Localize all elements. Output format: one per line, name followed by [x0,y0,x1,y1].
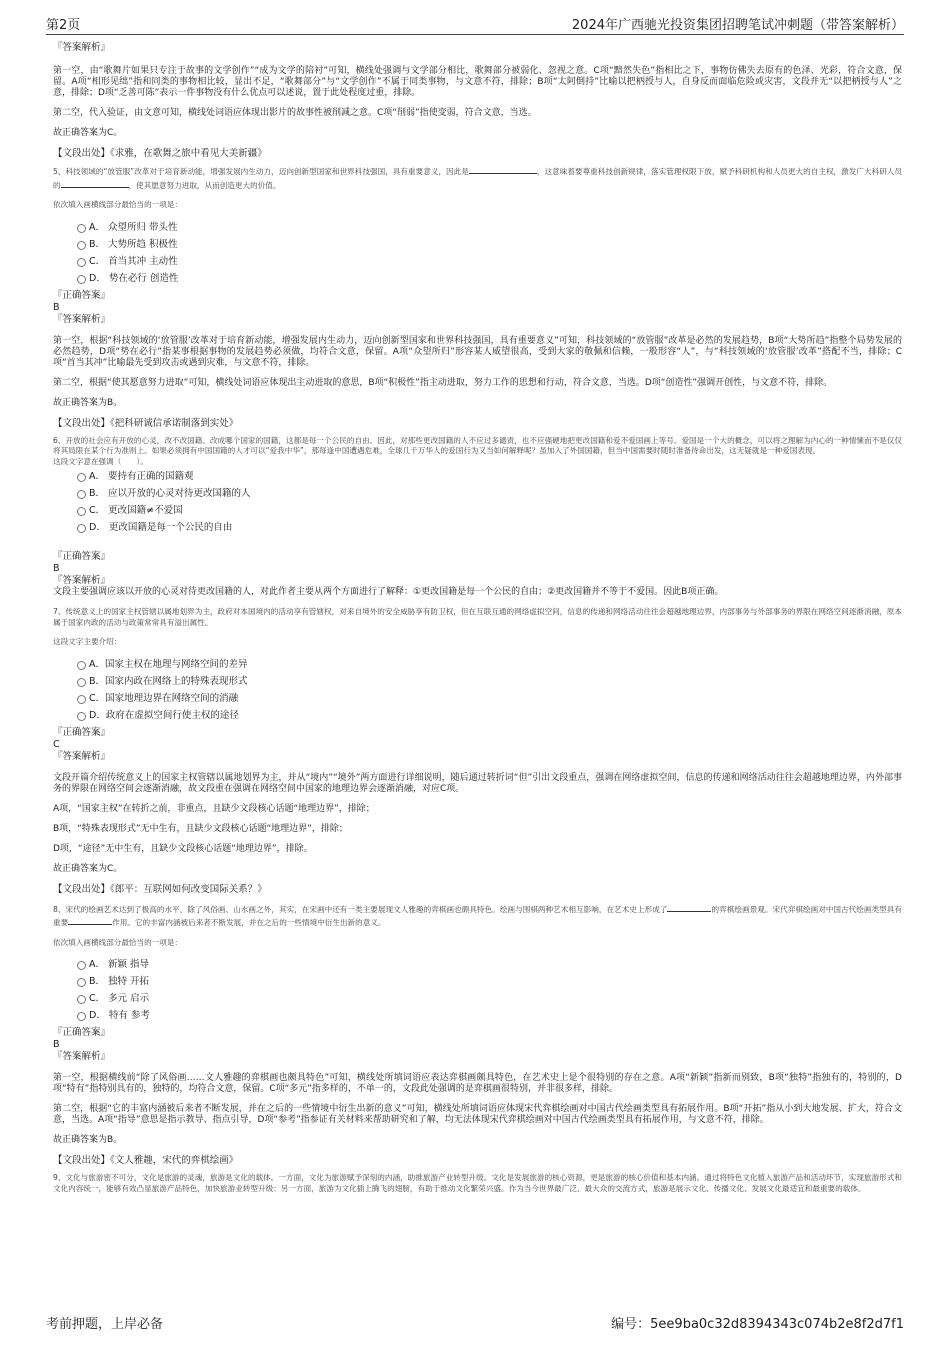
radio-icon[interactable] [77,978,86,987]
analysis-paragraph: 第一空，根据横线前“除了风俗画……文人雅趣的弈棋画也颇具特色”可知，横线处所填词语应表达弈棋画颇具特色，在艺术史上是个很特别的存在之意。A项“新颖”指新而别致，B项“独特”指独有的，特别的，D项“特有”指特别具有的，独特的，均符合文意，保留。C项“多元”指多样的，不单一的，文段此处强调的是弈棋画很特别，并非很多样，排除。 [53,1073,902,1094]
analysis-tag: 『答案解析』 [53,1051,111,1062]
option-b[interactable]: B． 应以开放的心灵对待更改国籍的人 [53,486,902,503]
source-line: 【文段出处】《郎平：互联网如何改变国际关系？》 [53,883,267,895]
option-c[interactable]: C． 多元 启示 [53,991,902,1008]
footer-slogan: 考前押题，上岸必备 [46,1317,164,1332]
conclusion: 故正确答案为B。 [53,397,123,408]
analysis-paragraph: 第一空，由“歌舞片如果只专注于故事的文学创作”“成为文学的陪衬”可知，横线处强调与文学部分相比，歌舞部分被弱化、忽视之意。C项“黯然失色”指相比之下，事物仿佛失去原有的色泽、光彩，符合文意，保留。A项“相形见绌”指和同类的事物相比较，显出不足，“歌舞部分”与“文学创作”不属于同类事物，与文意不符，排除；B项“太阿倒持”比喻以把柄授与人，自身反而面临危险或灾害，文段并无“以把柄授与人”之意，排除；D项“乏善可陈”表示一件事物没有什么优点可以述说，置于此处程度过重，排除。 [53,66,902,98]
page-number: 第2页 [46,18,81,33]
document-title: 2024年广西驰光投资集团招聘笔试冲刺题（带答案解析） [571,18,904,33]
option-d[interactable]: D． 更改国籍是每一个公民的自由 [53,520,902,537]
option-b[interactable]: B． 大势所趋 积极性 [53,237,902,254]
answer-tag: 『正确答案』 [53,551,111,562]
options-list [53,469,902,537]
analysis-paragraph: 第二空，根据“使其愿意努力进取”可知，横线处词语应体现出主动进取的意思，B项“积极性”指主动进取，努力工作的思想和行动，符合文意，当选。D项“创造性”强调开创性，与文意不符，排除。 [53,377,833,388]
document-id: 编号：5ee9ba0c32d8394343c074b2e8f2d7f1 [611,1317,904,1332]
radio-icon[interactable] [77,473,86,482]
question-prompt: 依次填入画横线部分最恰当的一项是： [53,937,183,947]
option-c[interactable]: C．国家地理边界在网络空间的消融 [53,691,902,708]
analysis-paragraph: B项，“特殊表现形式”无中生有，且缺少文段核心话题“地理边界”，排除； [53,823,348,834]
radio-icon[interactable] [77,961,86,970]
question-8-stem: 8、宋代的绘画艺术达到了极高的水平，除了风俗画、山水画之外，其实，在宋画中还有一类主要展现文人雅趣的弈棋画也颇具特色。绘画与围棋两种艺术相互影响，在艺术史上形成了 的弈棋绘画景观。宋代弈棋绘画对中国古代绘画类型具有重要 作用。它的丰富内涵被后来者不断发展，并在之后的一些情境中衍生出新的意义。 [53,902,902,929]
analysis-tag: 『答案解析』 [53,313,111,325]
option-d[interactable]: D． 势在必行 创造性 [53,271,902,288]
analysis-tag: 『答案解析』 [53,42,111,53]
main-content [53,42,902,1203]
option-d[interactable]: D． 特有 参考 [53,1008,902,1025]
blank-line [68,915,112,925]
answer-value: B [53,1039,60,1050]
answer-value: C [53,738,60,750]
analysis-paragraph: 第一空，根据“科技领域的‘放管服’改革对于培育新动能，增强发展内生动力，迈向创新型国家和世界科技强国，具有重要意义”可知，科技领域的“放管服”改革是必然的发展趋势，B项“大势所趋”指整个局势发展的必然趋势，D项“势在必行”指某事根据事物的发展趋势必须做，均符合文意，保留。A项“众望所归”形容某人威望很高，受到大家的敬佩和信赖，一般形容“人”，与“科技领域的‘放管服’改革”搭配不当，排除；C项“首当其冲”比喻最先受到攻击或遇到灾难，与文意不符，排除。 [53,335,902,368]
option-a[interactable]: A． 新颖 指导 [53,957,902,974]
conclusion: 故正确答案为C。 [53,128,123,138]
conclusion: 故正确答案为B。 [53,1135,123,1145]
analysis-paragraph: 第二空，代入验证，由文意可知，横线处词语应体现出影片的故事性被削减之意。C项“削弱”指使变弱，符合文意，当选。 [53,108,537,118]
source-line: 【文段出处】《把科研诚信承诺制落到实处》 [53,417,239,429]
option-a[interactable]: A． 众望所归 带头性 [53,220,902,237]
radio-icon[interactable] [77,224,86,233]
radio-icon[interactable] [77,1012,86,1021]
analysis-paragraph: 文段主要强调应该以开放的心灵对待更改国籍的人，对此作者主要从两个方面进行了解释：①更改国籍是每一个公民的自由；②更改国籍并不等于不爱国。因此B项正确。 [53,587,724,597]
question-prompt: 这段文字意在强调（ ）。 [53,456,148,466]
analysis-paragraph: 第二空，根据“它的丰富内涵被后来者不断发展，并在之后的一些情境中衍生出新的意义”可知，横线处所填词语应体现宋代弈棋绘画对中国古代绘画类型具有拓展作用。B项“开拓”指从小到大地发展、扩大，符合文意，当选。A项“指导”意思是指示教导、指点引导，D项“参考”指参证有关材料来帮助研究和了解，均无法体现宋代弈棋绘画对中国古代绘画类型具有拓展作用，与文意不符，排除。 [53,1104,902,1125]
analysis-paragraph: D项，“途径”无中生有，且缺少文段核心话题“地理边界”，排除。 [53,843,313,854]
option-d[interactable]: D．政府在虚拟空间行使主权的途径 [53,708,902,725]
source-line: 【文段出处】《求雅，在歌舞之旅中看见大美新疆》 [53,148,267,159]
option-c[interactable]: C． 首当其冲 主动性 [53,254,902,271]
question-7-stem: 7、传统意义上的国家主权管辖以属地划界为主，政府对本国境内的活动享有管辖权，对来自境外的安全威胁享有防卫权，但在互联互通的网络虚拟空间，信息的传递和网络活动往往会超越地理边界，内部事务与外部事务的界限在网络空间逐渐消融，原本属于国家内政的活动与政策常常具有溢出属性。 [53,607,902,627]
conclusion: 故正确答案为C。 [53,863,123,874]
options-list [53,657,902,725]
source-line: 【文段出处】《文人雅趣，宋代的弈棋绘画》 [53,1155,239,1166]
answer-tag: 『正确答案』 [53,289,111,301]
radio-icon[interactable] [77,661,86,670]
answer-value: B [53,563,60,574]
blank-line [61,178,129,188]
question-prompt: 这段文字主要介绍： [53,637,122,646]
analysis-paragraph: A项，“国家主权”在转折之前，非重点，且缺少文段核心话题“地理边界”，排除； [53,803,375,814]
answer-value: B [53,301,60,313]
radio-icon[interactable] [77,712,86,721]
options-list [53,957,902,1025]
options-list [53,220,902,288]
analysis-tag: 『答案解析』 [53,750,111,762]
blank-line [469,164,537,174]
radio-icon[interactable] [77,275,86,284]
question-prompt: 依次填入画横线部分最恰当的一项是： [53,200,183,209]
analysis-paragraph: 文段开篇介绍传统意义上的国家主权管辖以属地划界为主，并从“境内”“境外”两方面进行详细说明，随后通过转折词“但”引出文段重点，强调在网络虚拟空间，信息的传递和网络活动往往会超越地理边界，内外部事务的界限在网络空间会逐渐消融，故文段重在强调在网络空间中国家的地理边界会逐渐消融，对应C项。 [53,772,902,794]
radio-icon[interactable] [77,678,86,687]
radio-icon[interactable] [77,995,86,1004]
option-c[interactable]: C． 更改国籍≠不爱国 [53,503,902,520]
analysis-tag: 『答案解析』 [53,575,111,586]
option-b[interactable]: B． 独特 开拓 [53,974,902,991]
question-6-stem: 6、开放的社会应有开放的心灵，改不改国籍、改成哪个国家的国籍，这都是每一个公民的自由。因此，对那些更改国籍的人不应过多谴责，也不应强硬地把更改国籍和爱不爱国画上等号。爱国是一个大的概念，可以将之理解为内心的一种情愫而不是仅仅将其局限在某个行为准则上。如果必须拥有中国国籍的人才可以“爱我中华”，那每逢中国遭遇危难，全球几千万华人的爱国行为又当如何解释呢？虽加入了外国国籍，但当中国需要时随时准备待命出发，这无疑就是一种爱国表现。 [53,435,902,455]
answer-tag: 『正确答案』 [53,726,111,738]
radio-icon[interactable] [77,524,86,533]
option-a[interactable]: A． 要持有正确的国籍观 [53,469,902,486]
radio-icon[interactable] [77,490,86,499]
option-a[interactable]: A．国家主权在地理与网络空间的差异 [53,657,902,674]
page-header [46,12,904,35]
question-9-stem: 9、文化与旅游密不可分，文化是旅游的灵魂，旅游是文化的载体。一方面，文化为旅游赋予深刻的内涵，助推旅游产业转型升级。文化是发展旅游的核心资源，更是旅游的核心价值和基本内涵。通过将特色文化植入旅游产品和活动环节，实现旅游形式和文化内容统一，能够有效凸显旅游产品特色，加快旅游业转型升级；另一方面，旅游为文化插上腾飞的翅膀，有助于推动文化繁荣兴盛。作为当今世界最广泛、最大众的交流方式，旅游是展示文化、传播文化、发展文化最适宜和最重要的载体。 [53,1173,902,1193]
question-5-stem: 5、科技领域的“放管服”改革对于培育新动能，增强发展内生动力，迈向创新型国家和世界科技强国，具有重要意义，因此是 ，这意味着要尊重科技创新规律，落实管理权限下放，赋予科研机构和人员更大的自主权，激发广大科研人员的 ，使其愿意努力进取，从而创造更大的价值。 [53,164,902,191]
radio-icon[interactable] [77,695,86,704]
radio-icon[interactable] [77,258,86,267]
blank-line [667,902,711,912]
option-b[interactable]: B．国家内政在网络上的特殊表现形式 [53,674,902,691]
radio-icon[interactable] [77,241,86,250]
radio-icon[interactable] [77,507,86,516]
answer-tag: 『正确答案』 [53,1027,111,1038]
